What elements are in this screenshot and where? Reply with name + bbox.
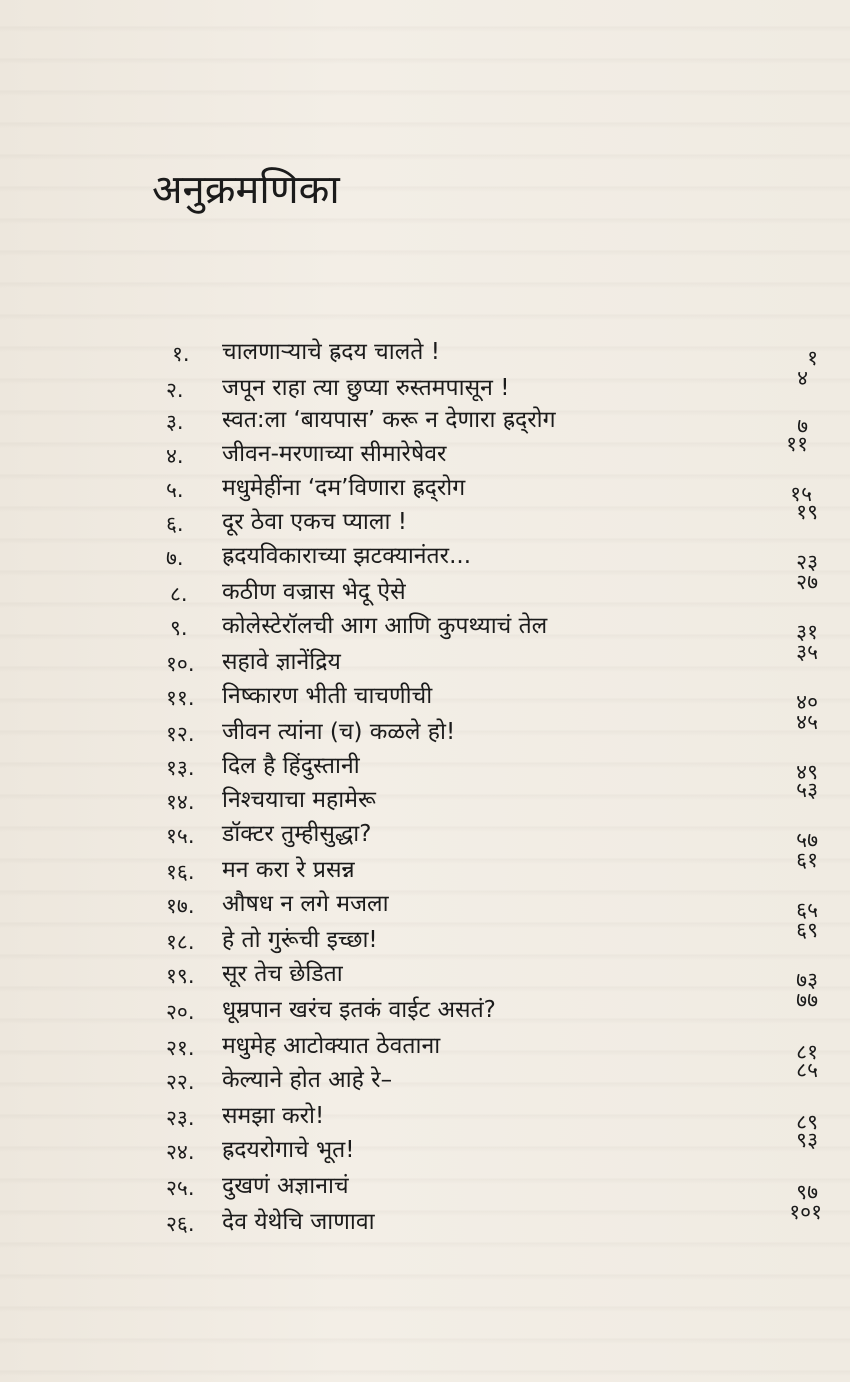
toc-entry-page: ६१ [796,848,818,872]
toc-entry-number: ४. [166,444,184,468]
toc-entry-number: १५. [166,824,195,848]
toc-entry [0,988,850,1022]
toc-entry-number: १२. [166,722,195,746]
toc-entry-page: ५७ [796,828,818,852]
toc-entry-page: १५ [790,482,812,506]
toc-entry [0,570,850,604]
toc-entry-title: केल्याने होत आहे रे– [222,1067,393,1093]
toc-entry-number: २१. [166,1036,195,1060]
toc-entry-page: ९३ [796,1128,818,1152]
toc-entry-page: ७७ [796,988,818,1012]
toc-entry-page: १९ [796,500,818,524]
toc-entry-title: जीवन-मरणाच्या सीमारेषेवर [222,441,447,467]
toc-entry-number: १३. [166,756,195,780]
toc-entry [0,1200,850,1234]
toc-entry [0,812,850,852]
toc-entry-number: २३. [166,1106,195,1130]
toc-entry-title: सूर तेच छेडिता [222,961,343,987]
toc-entry-title: मन करा रे प्रसन्न [222,857,355,883]
toc-entry-page: ११ [786,432,808,456]
toc-entry-page: ४९ [796,760,818,784]
toc-entry-title: मधुमेहींना ‘दम’विणारा ह्रद्‌रोग [222,475,466,501]
toc-entry-title: कठीण वज्रास भेदू ऐसे [222,579,406,605]
toc-entry-number: ६. [166,512,184,536]
toc-entry [0,848,850,882]
toc-entry [0,330,850,370]
toc-entry-page: ७३ [796,968,818,992]
toc-entry-title: दिल है हिंदुस्तानी [222,753,360,779]
toc-entry-number: २२. [166,1070,195,1094]
toc-entry-title: धूम्रपान खरंच इतकं वाईट असतं? [222,997,496,1023]
toc-entry-title: जीवन त्यांना (च) कळले हो! [222,719,456,745]
toc-entry-title: स्वत:ला ‘बायपास’ करू न देणारा ह्रद्‌रोग [222,407,556,433]
toc-entry-page: ४० [796,690,818,714]
toc-entry-title: सहावे ज्ञानेंद्रिय [222,649,341,675]
toc-entry-title: कोलेस्टेरॉलची आग आणि कुपथ्याचं तेल [222,613,548,639]
toc-entry-number: ५. [166,478,184,502]
toc-entry [0,1164,850,1204]
toc-entry [0,534,850,574]
toc-entry [0,640,850,674]
toc-entry-number: १०. [166,652,195,676]
toc-entry-number: ८. [170,582,188,606]
page-title: अनुक्रमणिका [152,167,340,213]
toc-entry-title: मधुमेह आटोक्यात ठेवताना [222,1033,441,1059]
toc-entry-title: निश्चयाचा महामेरू [222,787,376,813]
toc-entry [0,882,850,922]
toc-entry [0,466,850,506]
toc-entry-page: ५३ [796,778,818,802]
toc-entry-number: २४. [166,1140,195,1164]
toc-entry [0,366,850,400]
toc-entry-number: २६. [166,1212,195,1236]
toc-entry [0,744,850,784]
toc-entry-number: ७. [166,546,184,570]
toc-entry-page: ८९ [796,1110,818,1134]
toc-entry-number: १४. [166,790,195,814]
toc-entry-page: १ [807,346,818,370]
toc-entry-title: समझा करो! [222,1103,325,1129]
toc-entry [0,500,850,534]
toc-entry-number: २०. [166,1000,195,1024]
toc-entry-page: ६९ [796,918,818,942]
toc-entry-page: ४५ [796,710,818,734]
toc-entry-page: ९७ [796,1180,818,1204]
toc-entry-number: २५. [166,1176,195,1200]
toc-entry-page: ४ [797,366,808,390]
toc-entry-title: औषध न लगे मजला [222,891,389,917]
toc-entry-title: दूर ठेवा एकच प्याला ! [222,509,407,535]
toc-entry [0,674,850,714]
toc-entry [0,952,850,992]
toc-entry-number: १६. [166,860,195,884]
toc-entry-number: १. [172,342,190,366]
toc-entry-number: १९. [166,964,195,988]
toc-entry-title: दुखणं अज्ञानाचं [222,1173,349,1199]
toc-entry [0,604,850,644]
toc-entry-page: ८५ [796,1058,818,1082]
toc-entry [0,1128,850,1162]
toc-entry-page: २७ [796,570,818,594]
toc-entry-page: ८१ [796,1040,818,1064]
toc-entry-title: देव येथेचि जाणावा [222,1209,375,1235]
toc-entry-number: ९. [170,616,188,640]
toc-entry [0,432,850,466]
toc-entry-page: १०१ [789,1200,822,1224]
toc-entry [0,710,850,744]
toc-entry-number: १८. [166,930,195,954]
toc-entry-title: डॉक्टर तुम्हीसुद्धा? [222,821,372,847]
toc-entry [0,1024,850,1064]
toc-entry-number: ३. [166,410,184,434]
toc-entry-page: ६५ [796,898,818,922]
toc-entry-title: चालणाऱ्याचे ह्रदय चालते ! [222,339,440,365]
toc-entry [0,1094,850,1134]
toc-entry-number: १७. [166,894,195,918]
toc-entry-number: ११. [166,686,195,710]
toc-entry-title: जपून राहा त्या छुप्या रुस्तमपासून ! [222,375,510,401]
toc-entry-title: ह्रदयविकाराच्या झटक्यानंतर... [222,543,472,569]
toc-entry-page: ३१ [796,620,818,644]
toc-entry-title: निष्कारण भीती चाचणीची [222,683,433,709]
toc-entry-page: ३५ [796,640,818,664]
toc-entry [0,1058,850,1092]
toc-entry-title: ह्रदयरोगाचे भूत! [222,1137,355,1163]
toc-entry-number: २. [166,378,184,402]
toc-entry-page: २३ [796,550,818,574]
toc-entry [0,778,850,812]
toc-entry-title: हे तो गुरूंची इच्छा! [222,927,378,953]
toc-entry-page: ७ [797,414,808,438]
toc-entry [0,398,850,438]
toc-entry [0,918,850,952]
